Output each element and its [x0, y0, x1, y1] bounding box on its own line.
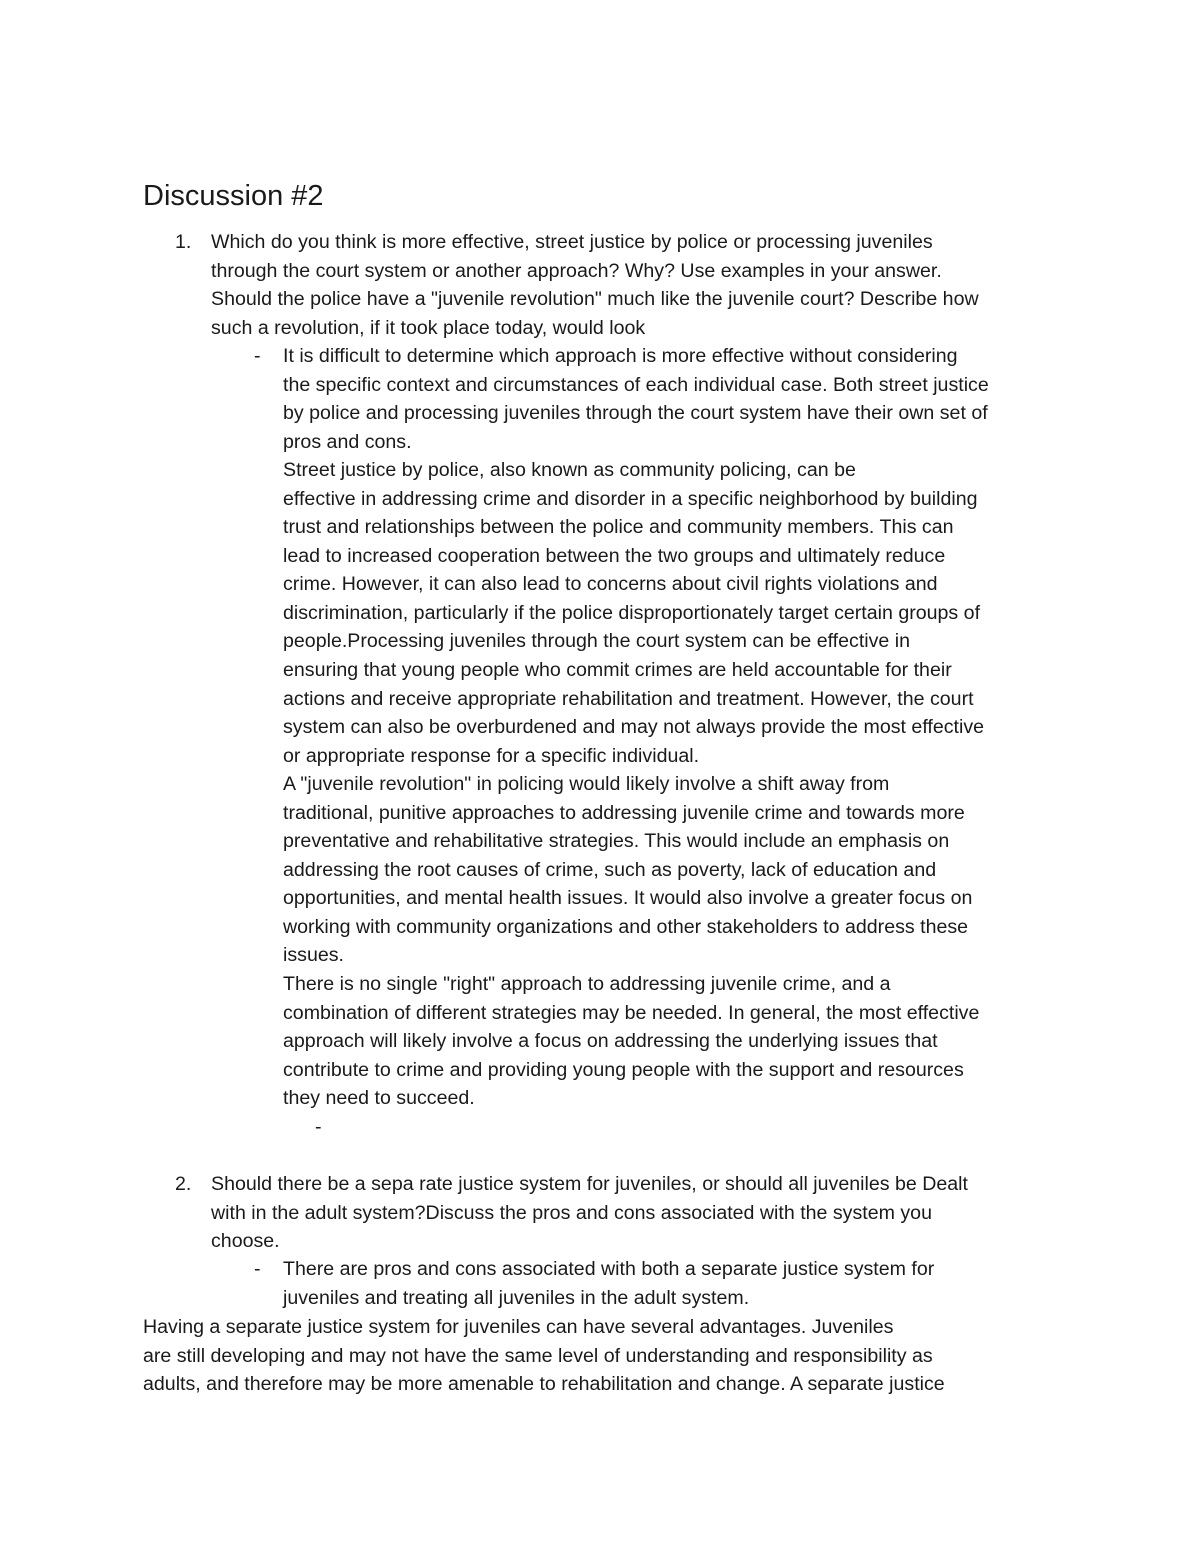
answer-text: There are pros and cons associated with both a separate justice system for juveniles and treating all juveniles in the adult system. — [283, 1258, 935, 1309]
question-text: Which do you think is more effective, street justice by police or processing juveniles through the court system or another approach? Why? Use examples in your answer. Should the police have a "juvenile revolution" much like the juvenile court? Describe how such a revolution, if it took place today, would look — [211, 231, 979, 339]
question-text: Should there be a sepa rate justice system for juveniles, or should all juveniles be Dealt with in the adult system?Discuss the pros and cons associated with the system you choose. — [211, 1173, 968, 1253]
bullet-dash: - — [315, 1116, 322, 1138]
document-title: Discussion #2 — [143, 180, 324, 212]
question-number: 1. — [175, 231, 192, 253]
body-paragraph: Having a separate justice system for juveniles can have several advantages. Juveniles are still developing and may not have the same level of understanding and responsibility as adults, and therefore may be more amenable to rehabilitation and change. A separate justice — [143, 1316, 945, 1396]
question-number: 2. — [175, 1173, 192, 1195]
bullet-dash: - — [254, 1258, 261, 1280]
bullet-dash: - — [254, 345, 261, 367]
answer-text: It is difficult to determine which approach is more effective without considering the specific context and circumstances of each individual case. Both street justice by police and processing juveniles through the court system have their own set of pros and cons. Street justice by police, also known as community policing, can be effective in addressing crime and disorder in a specific neighborhood by building trust and relationships between the police and community members. This can lead to increased cooperation between the two groups and ultimately reduce crime. However, it can also lead to concerns about civil rights violations and discrimination, particularly if the police disproportionately target certain groups of people.Processing juveniles through the court system can be effective in ensuring that young people who commit crimes are held accountable for their actions and receive appropriate rehabilitation and treatment. However, the court system can also be overburdened and may not always provide the most effective or appropriate response for a specific individual. A "juvenile revolution" in policing would likely involve a shift away from traditional, punitive approaches to addressing juvenile crime and towards more preventative and rehabilitative strategies. This would include an emphasis on addressing the root causes of crime, such as poverty, lack of education and opportunities, and mental health issues. It would also involve a greater focus on working with community organizations and other stakeholders to address these issues. There is no single "right" approach to addressing juvenile crime, and a combination of different strategies may be needed. In general, the most effective approach will likely involve a focus on addressing the underlying issues that contribute to crime and providing young people with the support and resources they need to succeed. — [283, 345, 989, 1110]
